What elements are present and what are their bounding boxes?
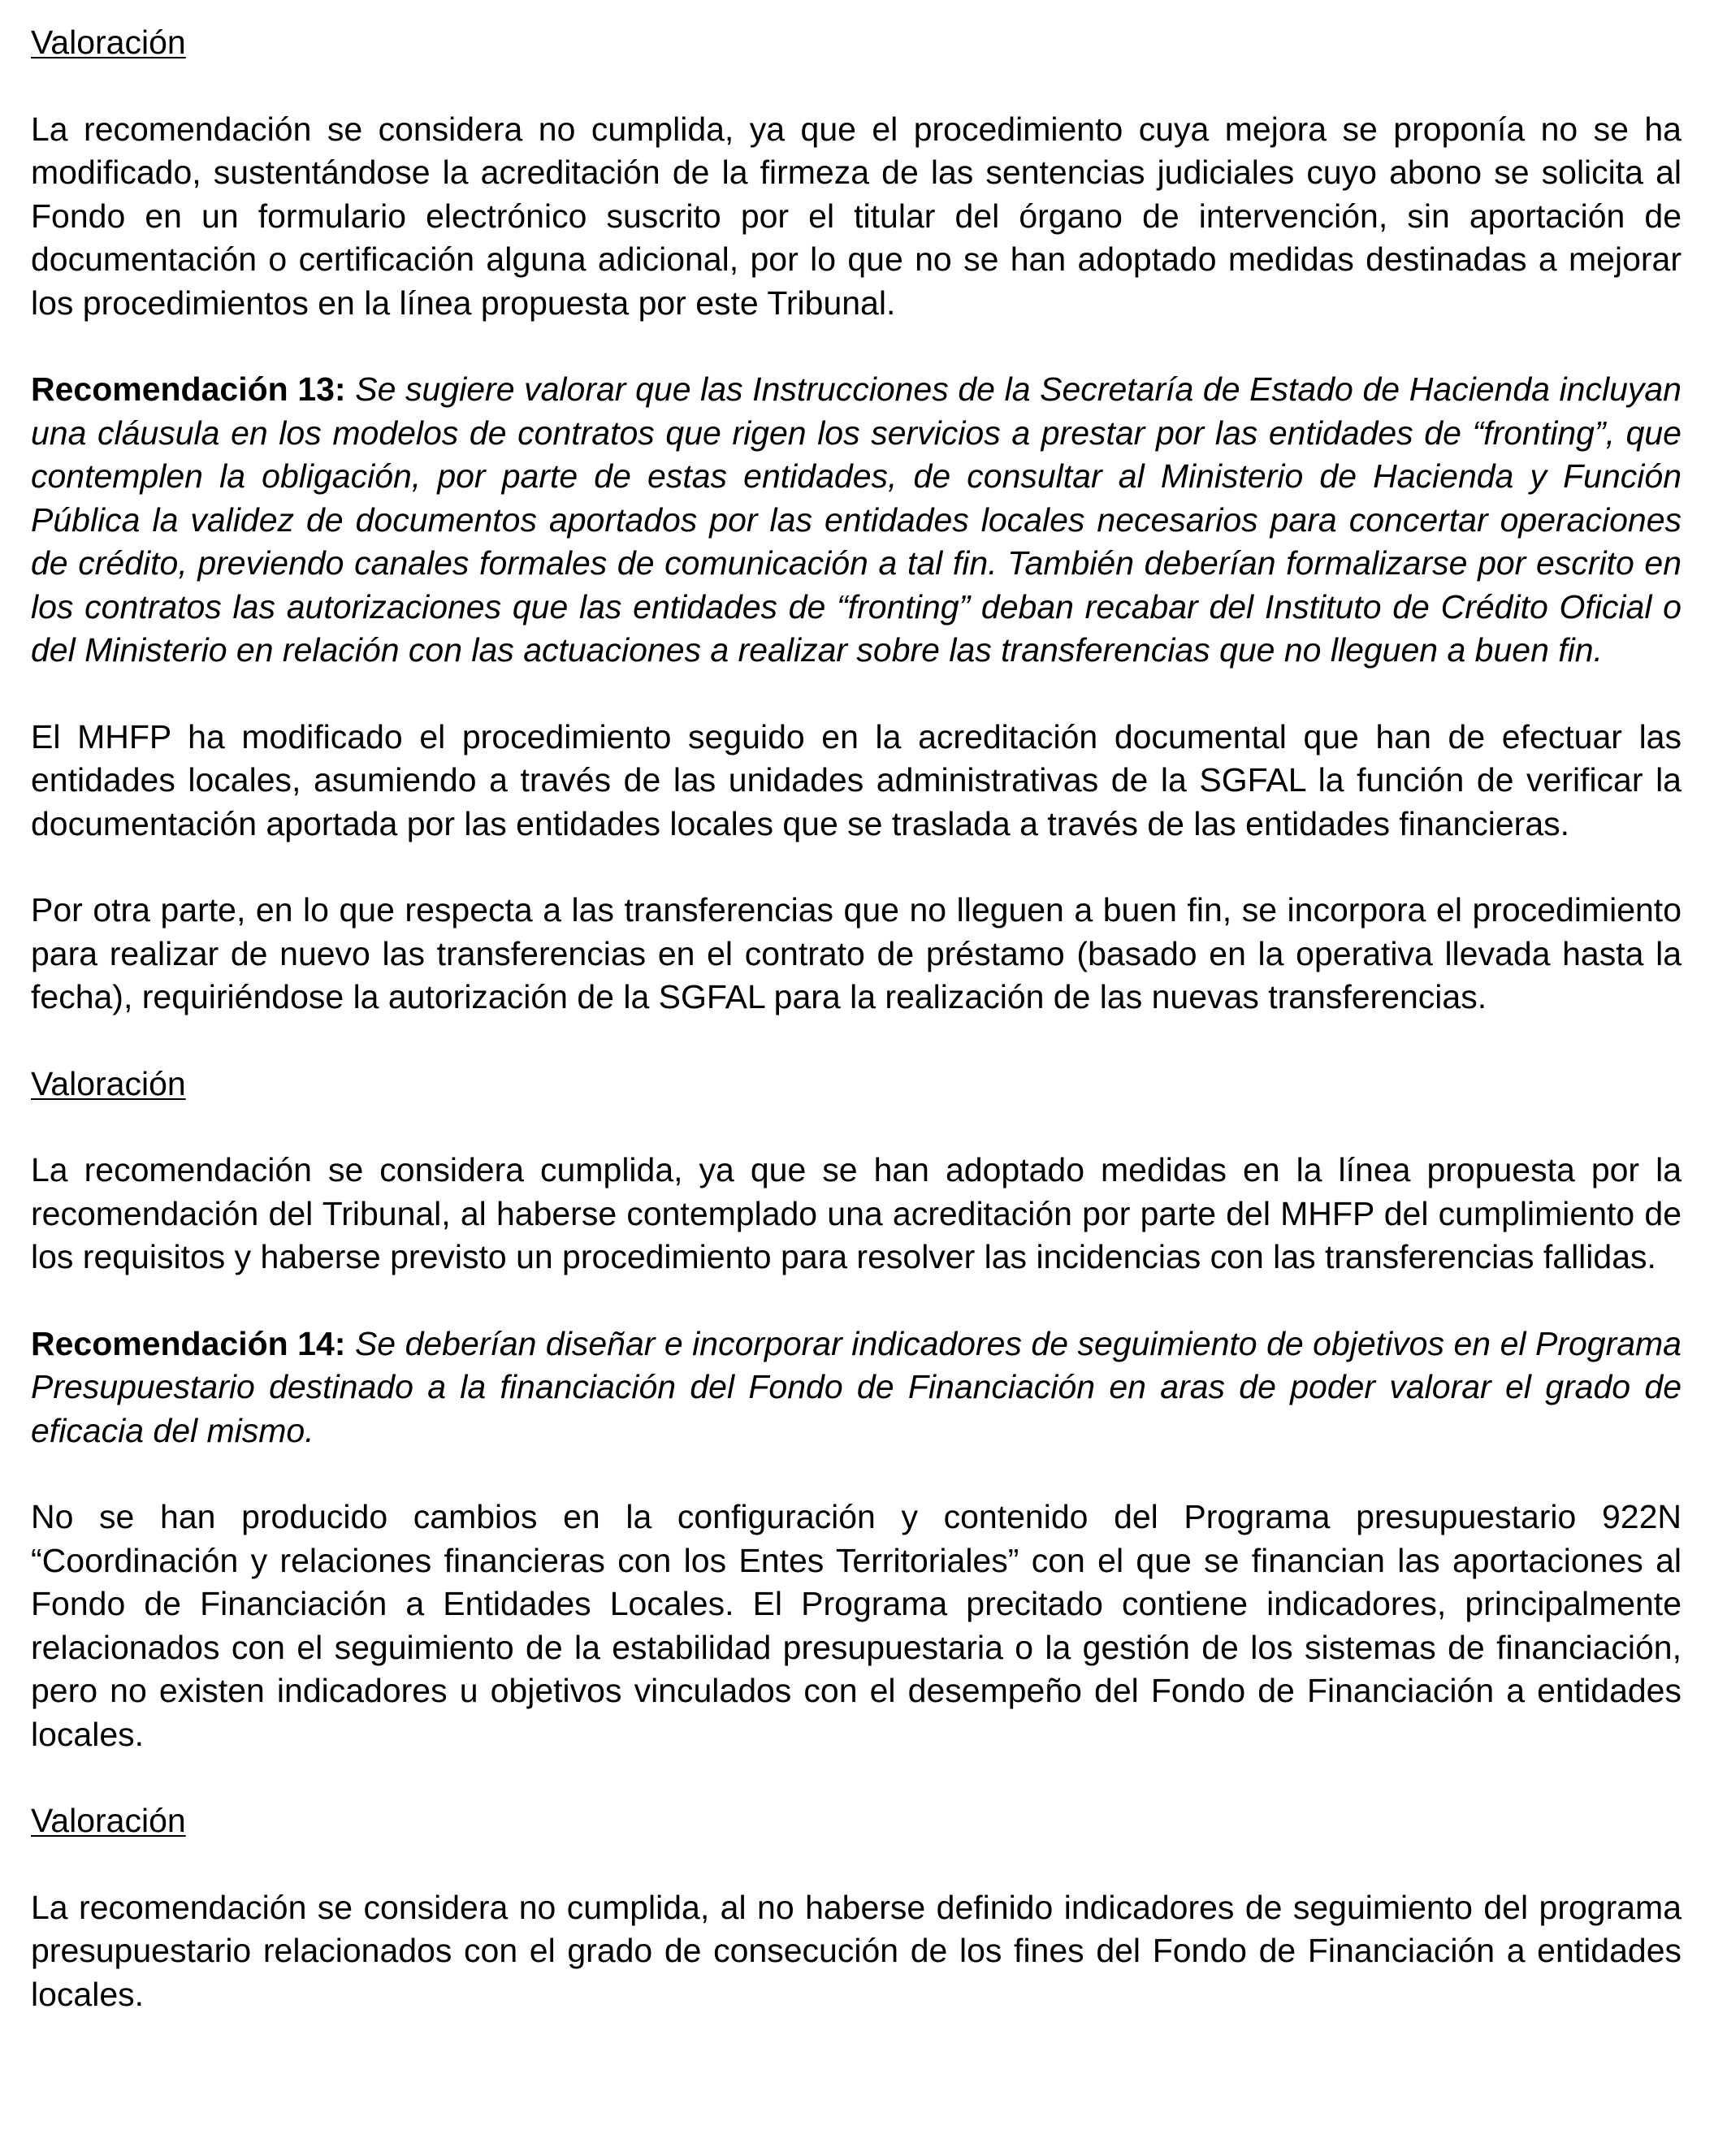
valoracion-text-2: La recomendación se considera cumplida, ya que se han adoptado medidas en la línea propuesta por la recomendación del Tribunal, al haberse contemplado una acreditación por parte del MHFP del cumplimiento de los requisitos y haberse previsto un procedimiento para resolver las incidencias con las transferencias fallidas.	[31, 1151, 1682, 1275]
valoracion-text-3: La recomendación se considera no cumplida, al no haberse definido indicadores de seguimiento del programa presupuestario relacionados con el grado de consecución de los fines del Fondo de Financiación a entidades locales.	[31, 1888, 1682, 2013]
valoracion-heading-1	[31, 0, 1682, 65]
recommendation-13	[31, 368, 1682, 673]
recommendation-13-text: Se sugiere valorar que las Instrucciones de la Secretaría de Estado de Hacienda incluyan una cláusula en los modelos de contratos que rigen los servicios a prestar por las entidades de “fronting”, que contemplen la obligación, por parte de estas entidades, de consultar al Ministerio de Hacienda y Función Pública la validez de documentos aportados por las entidades locales necesarios para concertar operaciones de crédito, previendo canales formales de comunicación a tal fin. También deberían formalizarse por escrito en los contratos las autorizaciones que las entidades de “fronting” deban recabar del Instituto de Crédito Oficial o del Ministerio en relación con las actuaciones a realizar sobre las transferencias que no lleguen a buen fin.	[31, 370, 1682, 669]
recommendation-13-paragraph-1: El MHFP ha modificado el procedimiento seguido en la acreditación documental que han de efectuar las entidades locales, asumiendo a través de las unidades administrativas de la SGFAL la función de verificar la documentación aportada por las entidades locales que se traslada a través de las entidades financieras.	[31, 717, 1682, 842]
recommendation-14-text: Se deberían diseñar e incorporar indicadores de seguimiento de objetivos en el Programa Presupuestario destinado a la financiación del Fondo de Financiación en aras de poder valorar el grado de eficacia del mismo.	[31, 1324, 1682, 1449]
paragraph-gap	[31, 65, 1682, 108]
paragraph-gap	[31, 1020, 1682, 1063]
paragraph-gap	[31, 846, 1682, 889]
section-heading: Valoración	[31, 1802, 186, 1839]
section-heading: Valoración	[31, 24, 186, 61]
recommendation-14-label: Recomendación 14:	[31, 1324, 346, 1362]
valoracion-heading-2	[31, 1063, 1682, 1106]
paragraph-gap	[31, 1279, 1682, 1323]
paragraph-gap	[31, 1452, 1682, 1496]
paragraph-gap	[31, 1106, 1682, 1149]
paragraph-gap	[31, 673, 1682, 716]
recommendation-14-paragraph-1: No se han producido cambios en la configuración y contenido del Programa presupuestario 922N “Coordinación y relaciones financieras con los Entes Territoriales” con el que se financian las aportaciones al Fondo de Financiación a Entidades Locales. El Programa precitado contiene indicadores, principalmente relacionados con el seguimiento de la estabilidad presupuestaria o la gestión de los sistemas de financiación, pero no existen indicadores u objetivos vinculados con el desempeño del Fondo de Financiación a entidades locales.	[31, 1498, 1682, 1753]
paragraph-gap	[31, 1843, 1682, 1886]
recommendation-13-paragraph-2: Por otra parte, en lo que respecta a las transferencias que no lleguen a buen fin, se incorpora el procedimiento para realizar de nuevo las transferencias en el contrato de préstamo (basado en la operativa llevada hasta la fecha), requiriéndose la autorización de la SGFAL para la realización de las nuevas transferencias.	[31, 891, 1682, 1015]
document-page	[31, 0, 1682, 2016]
paragraph-gap	[31, 1756, 1682, 1799]
recommendation-13-label: Recomendación 13:	[31, 370, 346, 408]
section-heading: Valoración	[31, 1064, 186, 1102]
recommendation-14	[31, 1323, 1682, 1453]
valoracion-heading-3	[31, 1799, 1682, 1843]
paragraph-gap	[31, 325, 1682, 368]
valoracion-text-1: La recomendación se considera no cumplida, ya que el procedimiento cuya mejora se proponía no se ha modificado, sustentándose la acreditación de la firmeza de las sentencias judiciales cuyo abono se solicita al Fondo en un formulario electrónico suscrito por el titular del órgano de intervención, sin aportación de documentación o certificación alguna adicional, por lo que no se han adoptado medidas destinadas a mejorar los procedimientos en la línea propuesta por este Tribunal.	[31, 110, 1682, 322]
